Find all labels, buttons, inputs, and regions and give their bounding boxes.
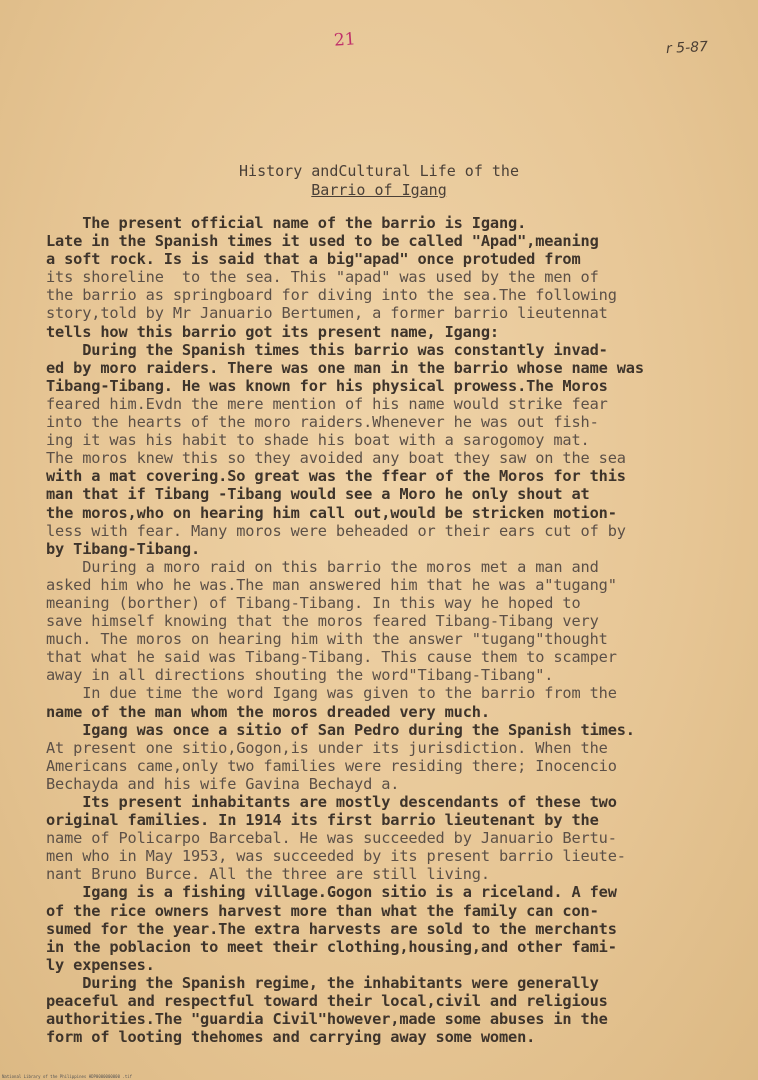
body-line: of the rice owners harvest more than what the family can con-	[46, 901, 599, 920]
body-line: name of the man whom the moros dreaded very much.	[46, 702, 490, 721]
body-line: away in all directions shouting the word"Tibang-Tibang".	[46, 666, 554, 685]
body-line: peaceful and respectful toward their local,civil and religious	[46, 992, 608, 1011]
body-line: in the poblacion to meet their clothing,housing,and other fami-	[46, 937, 617, 956]
body-line: During the Spanish regime, the inhabitants were generally	[46, 973, 599, 992]
body-line: Americans came,only two families were residing there; Inocencio	[46, 756, 617, 775]
title-line-2: Barrio of Igang	[311, 181, 447, 199]
title-line-1: History andCultural Life of the	[239, 162, 519, 180]
body-line: its shoreline to the sea. This "apad" was used by the men of	[46, 268, 599, 287]
body-line: the barrio as springboard for diving into the sea.The following	[46, 286, 617, 305]
body-line: tells how this barrio got its present name, Igang:	[46, 322, 499, 341]
body-line: Igang was once a sitio of San Pedro during the Spanish times.	[46, 720, 635, 739]
page-number: 21	[333, 29, 357, 51]
body-line: meaning (borther) of Tibang-Tibang. In this way he hoped to	[46, 593, 581, 612]
body-line: nant Bruno Burce. All the three are still living.	[46, 865, 490, 884]
body-line: In due time the word Igang was given to the barrio from the	[46, 684, 617, 703]
body-line: ed by moro raiders. There was one man in the barrio whose name was	[46, 358, 644, 377]
body-line: ing it was his habit to shade his boat with a sarogomoy mat.	[46, 431, 590, 450]
body-line: with a mat covering.So great was the ffear of the Moros for this	[46, 467, 626, 486]
body-line: During a moro raid on this barrio the moros met a man and	[46, 557, 599, 576]
body-line: Igang is a fishing village.Gogon sitio is a riceland. A few	[46, 883, 617, 902]
body-line: save himself knowing that the moros feared Tibang-Tibang very	[46, 612, 599, 631]
body-line: The moros knew this so they avoided any boat they saw on the sea	[46, 449, 626, 468]
body-line: the moros,who on hearing him call out,would be stricken motion-	[46, 503, 617, 522]
body-line: that what he said was Tibang-Tibang. This cause them to scamper	[46, 648, 617, 667]
body-line: At present one sitio,Gogon,is under its jurisdiction. When the	[46, 738, 608, 757]
body-line: Late in the Spanish times it used to be called "Apad",meaning	[46, 232, 599, 251]
body-line: name of Policarpo Barcebal. He was succeeded by Januario Bertu-	[46, 829, 617, 848]
body-line: less with fear. Many moros were beheaded or their ears cut of by	[46, 521, 626, 540]
body-line: original families. In 1914 its first barrio lieutenant by the	[46, 811, 599, 830]
body-line: form of looting thehomes and carrying away some women.	[46, 1028, 536, 1047]
source-footer: National Library of the Philippines HDP0000000000 .tif	[2, 1074, 133, 1079]
body-line: much. The moros on hearing him with the answer "tugang"thought	[46, 630, 608, 649]
body-line: Bechayda and his wife Gavina Bechayd a.	[46, 774, 400, 793]
body-line: by Tibang-Tibang.	[46, 539, 201, 558]
body-line: men who in May 1953, was succeeded by its present barrio lieute-	[46, 847, 626, 866]
body-line: The present official name of the barrio is Igang.	[46, 214, 527, 232]
body-line: man that if Tibang -Tibang would see a Moro he only shout at	[46, 485, 590, 504]
body-line: authorities.The "guardia Civil"however,made some abuses in the	[46, 1010, 608, 1029]
body-line: feared him.Evdn the mere mention of his name would strike fear	[46, 394, 608, 413]
document-body	[46, 214, 726, 1046]
body-line: story,told by Mr Januario Bertumen, a former barrio lieutennat	[46, 304, 608, 323]
body-line: into the hearts of the moro raiders.Whenever he was out fish-	[46, 413, 599, 432]
body-line: a soft rock. Is is said that a big"apad" once protuded from	[46, 250, 581, 269]
document-title	[0, 162, 758, 200]
body-line: Tibang-Tibang. He was known for his physical prowess.The Moros	[46, 376, 608, 395]
body-line: During the Spanish times this barrio was constantly invad-	[46, 340, 608, 359]
body-line: sumed for the year.The extra harvests are sold to the merchants	[46, 919, 617, 938]
body-line: Its present inhabitants are mostly descendants of these two	[46, 793, 617, 811]
reference-code: r 5-87	[665, 38, 709, 58]
body-line: asked him who he was.The man answered him that he was a"tugang"	[46, 575, 617, 594]
body-line: ly expenses.	[46, 955, 155, 974]
